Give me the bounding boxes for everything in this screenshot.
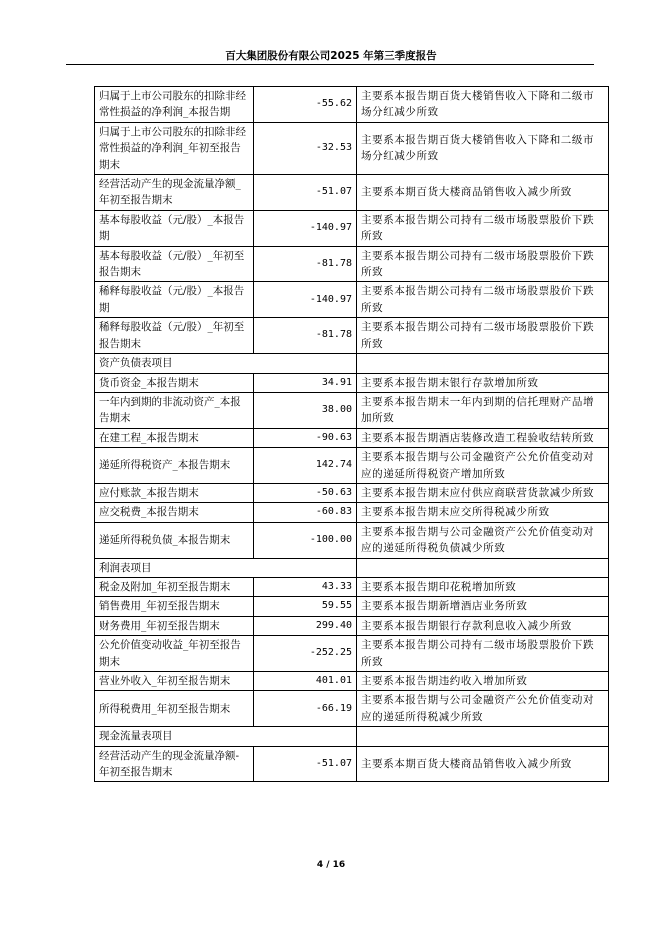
item-cell: 归属于上市公司股东的扣除非经常性损益的净利润_年初至报告期末: [95, 122, 254, 174]
table-row: [95, 318, 609, 354]
reason-cell: 主要系本报告期百货大楼销售收入下降和二级市场分红减少所致: [357, 87, 609, 123]
item-cell: 经营活动产生的现金流量净额_年初至报告期末: [95, 175, 254, 211]
change-percent-cell: -81.78: [254, 318, 357, 354]
table-body: [95, 87, 609, 782]
reason-cell: 主要系本报告期公司持有二级市场股票股价下跌所致: [357, 318, 609, 354]
item-cell: 销售费用_年初至报告期末: [95, 597, 254, 616]
change-percent-cell: -81.78: [254, 246, 357, 282]
change-percent-cell: -100.00: [254, 522, 357, 558]
reason-cell: 主要系本期百货大楼商品销售收入减少所致: [357, 175, 609, 211]
change-percent-cell: -51.07: [254, 175, 357, 211]
page-header-title: 百大集团股份有限公司2025 年第三季度报告: [225, 50, 437, 62]
reason-cell: 主要系本报告期违约收入增加所致: [357, 672, 609, 691]
reason-cell: 主要系本报告期新增酒店业务所致: [357, 597, 609, 616]
item-cell: 经营活动产生的现金流量净额-年初至报告期末: [95, 746, 254, 782]
change-percent-cell: -51.07: [254, 746, 357, 782]
table-row: [95, 616, 609, 635]
table-row: [95, 210, 609, 246]
table-row: [95, 392, 609, 428]
reason-cell: 主要系本报告期末银行存款增加所致: [357, 373, 609, 392]
table-row: [95, 373, 609, 392]
item-cell: 公允价值变动收益_年初至报告期末: [95, 636, 254, 672]
change-percent-cell: 38.00: [254, 392, 357, 428]
reason-cell: 主要系本报告期酒店装修改造工程验收结转所致: [357, 428, 609, 447]
item-cell: 应付账款_本报告期末: [95, 483, 254, 502]
table-row: [95, 672, 609, 691]
item-cell: 基本每股收益（元/股）_本报告期: [95, 210, 254, 246]
table-row: [95, 503, 609, 522]
change-reasons-table: [94, 86, 609, 782]
change-percent-cell: 401.01: [254, 672, 357, 691]
item-cell: 在建工程_本报告期末: [95, 428, 254, 447]
page-number: 4 / 16: [316, 860, 346, 870]
reason-cell: 主要系本报告期公司持有二级市场股票股价下跌所致: [357, 282, 609, 318]
item-cell: 递延所得税资产_本报告期末: [95, 448, 254, 484]
item-cell: 货币资金_本报告期末: [95, 373, 254, 392]
item-cell: 稀释每股收益（元/股）_年初至报告期末: [95, 318, 254, 354]
reason-cell: 主要系本报告期末应交所得税减少所致: [357, 503, 609, 522]
section-heading: 资产负债表项目: [95, 354, 357, 373]
reason-cell: 主要系本期百货大楼商品销售收入减少所致: [357, 746, 609, 782]
change-percent-cell: 142.74: [254, 448, 357, 484]
item-cell: 应交税费_本报告期末: [95, 503, 254, 522]
section-empty-cell: [357, 727, 609, 746]
change-percent-cell: -55.62: [254, 87, 357, 123]
change-percent-cell: 59.55: [254, 597, 357, 616]
reason-cell: 主要系本报告期与公司金融资产公允价值变动对应的递延所得税减少所致: [357, 691, 609, 727]
item-cell: 归属于上市公司股东的扣除非经常性损益的净利润_本报告期: [95, 87, 254, 123]
item-cell: 财务费用_年初至报告期末: [95, 616, 254, 635]
reason-cell: 主要系本报告期公司持有二级市场股票股价下跌所致: [357, 246, 609, 282]
change-percent-cell: -32.53: [254, 122, 357, 174]
change-percent-cell: -90.63: [254, 428, 357, 447]
reason-cell: 主要系本报告期印花税增加所致: [357, 577, 609, 596]
item-cell: 递延所得税负债_本报告期末: [95, 522, 254, 558]
table-row: [95, 746, 609, 782]
change-percent-cell: 299.40: [254, 616, 357, 635]
change-percent-cell: -252.25: [254, 636, 357, 672]
reason-cell: 主要系本报告期银行存款利息收入减少所致: [357, 616, 609, 635]
reason-cell: 主要系本报告期百货大楼销售收入下降和二级市场分红减少所致: [357, 122, 609, 174]
reason-cell: 主要系本报告期与公司金融资产公允价值变动对应的递延所得税负债减少所致: [357, 522, 609, 558]
table-row: [95, 448, 609, 484]
reason-cell: 主要系本报告期与公司金融资产公允价值变动对应的递延所得税资产增加所致: [357, 448, 609, 484]
table-row: [95, 691, 609, 727]
change-percent-cell: -60.83: [254, 503, 357, 522]
section-empty-cell: [357, 558, 609, 577]
section-row: [95, 558, 609, 577]
section-row: [95, 727, 609, 746]
table-row: [95, 483, 609, 502]
item-cell: 营业外收入_年初至报告期末: [95, 672, 254, 691]
table-row: [95, 282, 609, 318]
reason-cell: 主要系本报告期末一年内到期的信托理财产品增加所致: [357, 392, 609, 428]
item-cell: 一年内到期的非流动资产_本报告期末: [95, 392, 254, 428]
item-cell: 稀释每股收益（元/股）_本报告期: [95, 282, 254, 318]
item-cell: 税金及附加_年初至报告期末: [95, 577, 254, 596]
table-row: [95, 428, 609, 447]
header-rule: [66, 64, 594, 65]
change-percent-cell: -50.63: [254, 483, 357, 502]
table-row: [95, 122, 609, 174]
change-percent-cell: 34.91: [254, 373, 357, 392]
change-percent-cell: -66.19: [254, 691, 357, 727]
table-row: [95, 522, 609, 558]
table-row: [95, 597, 609, 616]
change-percent-cell: 43.33: [254, 577, 357, 596]
item-cell: 基本每股收益（元/股）_年初至报告期末: [95, 246, 254, 282]
item-cell: 所得税费用_年初至报告期末: [95, 691, 254, 727]
table-row: [95, 636, 609, 672]
reason-cell: 主要系本报告期公司持有二级市场股票股价下跌所致: [357, 636, 609, 672]
section-heading: 利润表项目: [95, 558, 357, 577]
reason-cell: 主要系本报告期末应付供应商联营货款减少所致: [357, 483, 609, 502]
section-heading: 现金流量表项目: [95, 727, 357, 746]
section-row: [95, 354, 609, 373]
section-empty-cell: [357, 354, 609, 373]
change-percent-cell: -140.97: [254, 282, 357, 318]
change-percent-cell: -140.97: [254, 210, 357, 246]
table-row: [95, 87, 609, 123]
table-row: [95, 246, 609, 282]
reason-cell: 主要系本报告期公司持有二级市场股票股价下跌所致: [357, 210, 609, 246]
table-row: [95, 175, 609, 211]
table-row: [95, 577, 609, 596]
